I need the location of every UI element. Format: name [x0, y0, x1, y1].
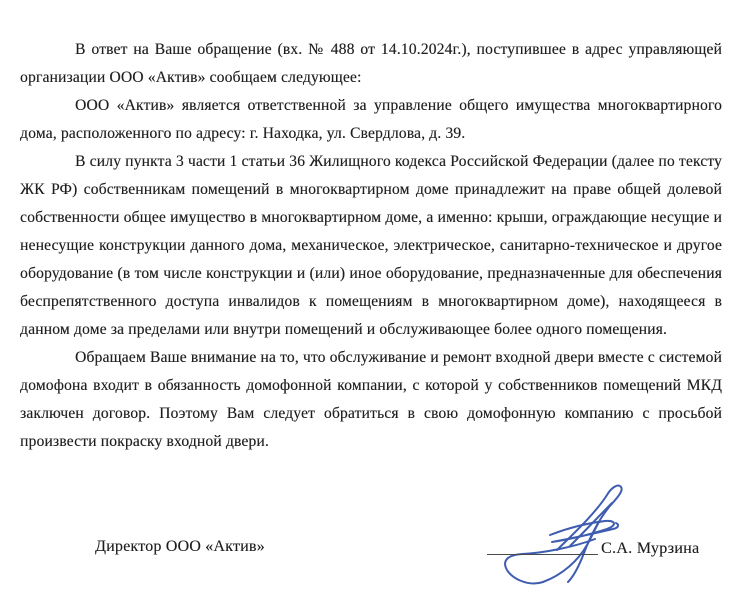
- paragraph-management-responsibility: ООО «Актив» является ответственной за управление общего имущества многоквартирного дома, расположенного по адресу: г. Находка, ул. Свердлова, д. 39.: [20, 97, 722, 142]
- signer-name: С.А. Мурзина: [601, 540, 700, 557]
- handwritten-signature-icon: [494, 477, 654, 599]
- letter-body: [20, 36, 722, 456]
- paragraph-intro: В ответ на Ваше обращение (вх. № 488 от 14.10.2024г.), поступившее в адрес управляющей организации ООО «Актив» сообщаем следующее:: [20, 41, 722, 86]
- signature-line: [487, 554, 598, 555]
- paragraph-housing-code-citation: В силу пункта 3 части 1 статьи 36 Жилищного кодекса Российской Федерации (далее по тексту ЖК РФ) собственникам помещений в многоквартирном доме принадлежит на праве общей долевой собственности общее имущество в многоквартирном доме, а именно: крыши, ограждающие несущие и ненесущие конструкции данного дома, механическое, электрическое, санитарно-техническое и другое оборудование (в том числе конструкции и (или) иное оборудование, предназначенные для обеспечения беспрепятственного доступа инвалидов к помещениям в многоквартирном доме), находящееся в данном доме за пределами или внутри помещений и обслуживающее более одного помещения.: [20, 153, 723, 338]
- paragraph-conclusion-advice: Обращаем Ваше внимание на то, что обслуживание и ремонт входной двери вместе с системой домофона входит в обязанность домофонной компании, с которой у собственников помещений МКД заключен договор. Поэтому Вам следует обратиться в свою домофонную компанию с просьбой произвести покраску входной двери.: [20, 349, 722, 450]
- signer-title: Директор ООО «Актив»: [95, 538, 265, 555]
